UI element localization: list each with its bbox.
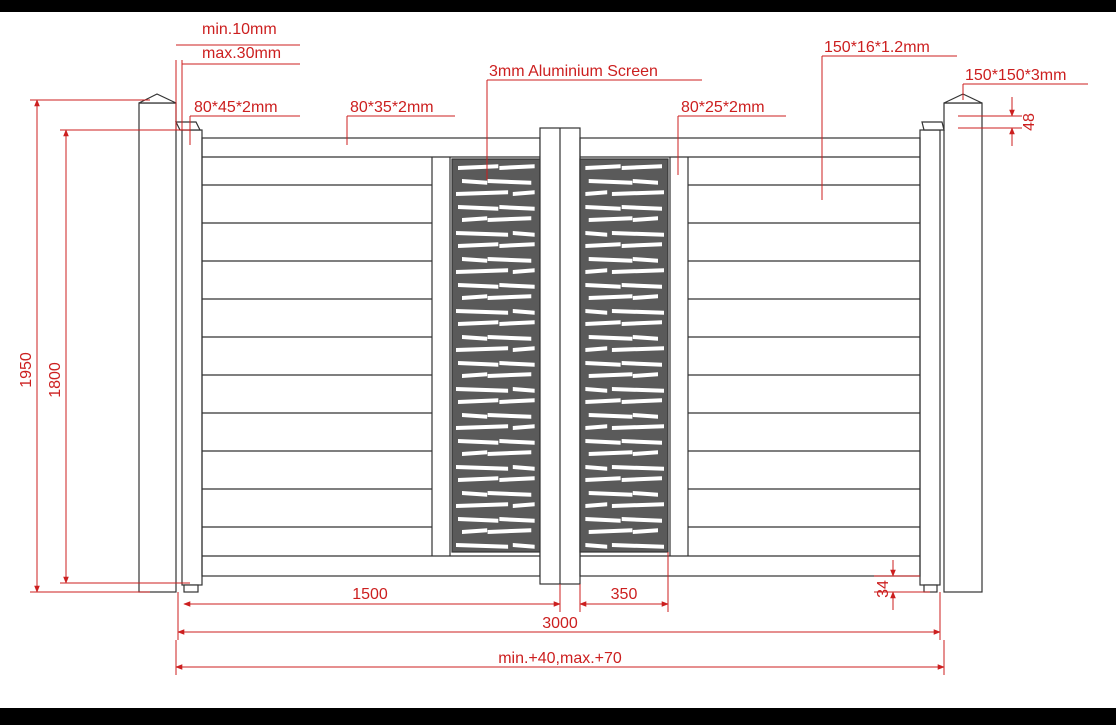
overall-height-label: 1950 xyxy=(18,352,35,388)
leaf-width-label: 1500 xyxy=(352,586,388,603)
opening-width-label: min.+40,max.+70 xyxy=(498,650,622,667)
gate-width-label: 3000 xyxy=(542,615,578,632)
post-cap-offset-label: 48 xyxy=(1021,113,1038,131)
screen-width-label: 350 xyxy=(610,586,638,603)
stile-label: 80*25*2mm xyxy=(681,99,765,116)
ground-clearance-label: 34 xyxy=(875,580,892,598)
post-label: 150*150*3mm xyxy=(965,67,1067,84)
right-post xyxy=(920,94,982,592)
screen-label: 3mm Aluminium Screen xyxy=(489,63,658,80)
gap-min-label: min.10mm xyxy=(202,21,277,38)
gate-height-label: 1800 xyxy=(47,362,64,398)
hinge-profile-label: 80*45*2mm xyxy=(194,99,278,116)
center-stile xyxy=(540,128,580,584)
left-post xyxy=(139,94,202,592)
top-rail-label: 80*35*2mm xyxy=(350,99,434,116)
slat-label: 150*16*1.2mm xyxy=(824,39,930,56)
gap-max-label: max.30mm xyxy=(202,45,282,62)
